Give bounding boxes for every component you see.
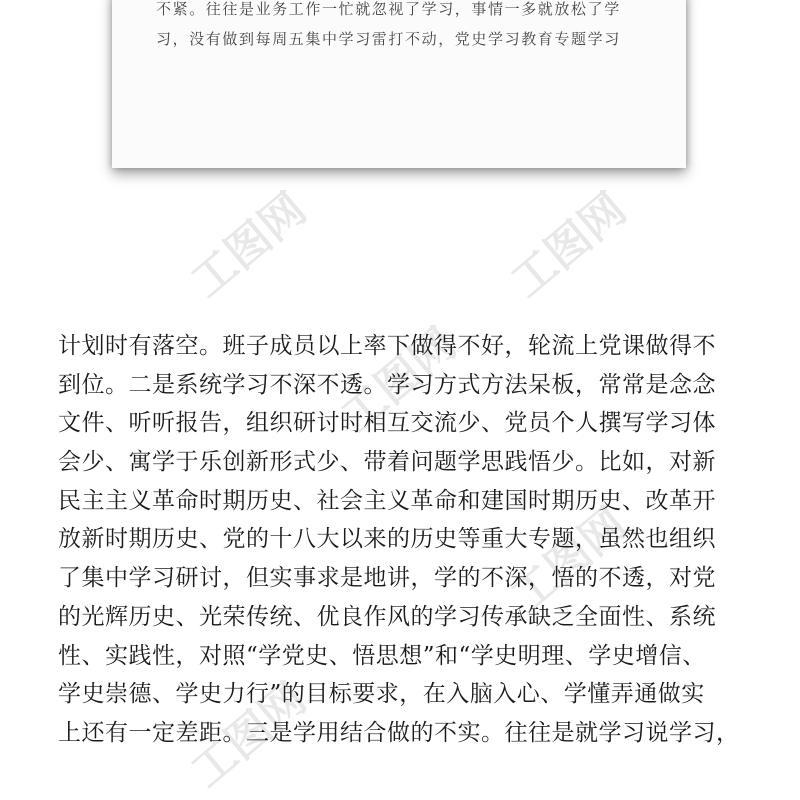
body-paragraph xyxy=(58,327,748,753)
document-page-card xyxy=(112,0,686,168)
body-text-line: 会少、寓学于乐创新形式少、带着问题学思践悟少。比如，对新 xyxy=(58,449,716,476)
body-text-line: 放新时期历史、党的十八大以来的历史等重大专题，虽然也组织 xyxy=(58,526,716,553)
body-text-line: 民主主义革命时期历史、社会主义革命和建国时期历史、改革开 xyxy=(58,487,716,514)
body-text-line: 了集中学习研讨，但实事求是地讲，学的不深，悟的不透，对党 xyxy=(58,565,716,592)
body-text-line: 到位。二是系统学习不深不透。学习方式方法呆板，常常是念念 xyxy=(58,371,716,398)
watermark-logo: 工图网 xyxy=(331,318,466,443)
body-text-line: 文件、听听报告，组织研讨时相互交流少、党员个人撰写学习体 xyxy=(58,410,716,437)
body-text-line: 上还有一定差距。三是学用结合做的不实。往往是就学习说学习， xyxy=(58,719,740,746)
watermark-logo: 工图网 xyxy=(501,183,636,308)
card-text-line: 不紧。往往是业务工作一忙就忽视了学习，事情一多就放松了学 xyxy=(156,0,621,18)
card-text-line: 习，没有做到每周五集中学习雷打不动，党史学习教育专题学习 xyxy=(156,30,621,48)
watermark-logo: 工图网 xyxy=(181,183,316,308)
body-text-line: 计划时有落空。班子成员以上率下做得不好，轮流上党课做得不 xyxy=(58,333,716,359)
body-text-line: 性、实践性，对照“学党史、悟思想”和“学史明理、学史增信、 xyxy=(58,642,706,669)
body-text-line: 的光辉历史、光荣传统、优良作风的学习传承缺乏全面性、系统 xyxy=(58,603,716,630)
watermark-logo: 工图网 xyxy=(501,498,636,623)
watermark-logo: 工图网 xyxy=(181,673,316,798)
body-text-line: 学史崇德、学史力行”的目标要求，在入脑入心、学懂弄通做实 xyxy=(58,681,705,708)
